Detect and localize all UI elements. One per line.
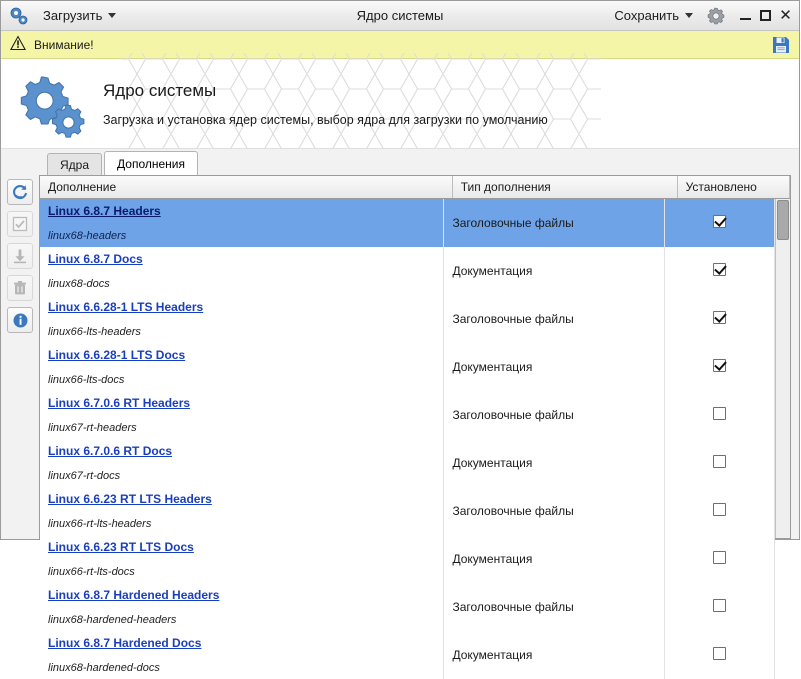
installed-cell[interactable] bbox=[664, 199, 774, 247]
installed-cell[interactable] bbox=[664, 439, 774, 487]
addon-type: Документация bbox=[444, 535, 664, 583]
chevron-down-icon bbox=[108, 13, 116, 18]
addon-id: linux68-docs bbox=[48, 278, 110, 290]
delete-icon[interactable] bbox=[7, 275, 33, 301]
addon-id: linux66-rt-lts-headers bbox=[48, 518, 152, 530]
addon-id: linux68-headers bbox=[48, 230, 127, 242]
installed-cell[interactable] bbox=[664, 391, 774, 439]
addon-id: linux68-hardened-headers bbox=[48, 614, 177, 626]
addon-id: linux67-rt-docs bbox=[48, 470, 121, 482]
table-row[interactable] bbox=[40, 487, 775, 511]
select-all-icon[interactable] bbox=[7, 211, 33, 237]
info-icon[interactable] bbox=[7, 307, 33, 333]
addon-name[interactable]: Linux 6.7.0.6 RT Headers bbox=[48, 396, 191, 410]
installed-checkbox[interactable] bbox=[713, 311, 726, 324]
installed-checkbox[interactable] bbox=[713, 407, 726, 420]
addon-type: Документация bbox=[444, 439, 664, 487]
warning-text: Внимание! bbox=[34, 37, 94, 52]
floppy-disk-icon[interactable] bbox=[771, 35, 791, 55]
table-row[interactable] bbox=[40, 583, 775, 607]
table-row[interactable] bbox=[40, 631, 775, 655]
table-row[interactable] bbox=[40, 295, 775, 319]
addon-name[interactable]: Linux 6.8.7 Hardened Headers bbox=[48, 588, 220, 602]
addon-type: Заголовочные файлы bbox=[444, 295, 664, 343]
save-menu-button[interactable] bbox=[606, 4, 701, 27]
addon-name[interactable]: Linux 6.6.28-1 LTS Docs bbox=[48, 348, 186, 362]
header-banner bbox=[1, 59, 799, 149]
addon-name[interactable]: Linux 6.8.7 Headers bbox=[48, 204, 161, 218]
addon-type: Документация bbox=[444, 631, 664, 679]
title-bar bbox=[1, 1, 799, 31]
addon-id: linux66-lts-docs bbox=[48, 374, 125, 386]
addon-type: Заголовочные файлы bbox=[444, 391, 664, 439]
addon-name[interactable]: Linux 6.6.23 RT LTS Headers bbox=[48, 492, 212, 506]
table-body[interactable] bbox=[40, 199, 775, 674]
installed-cell[interactable] bbox=[664, 487, 774, 535]
download-icon[interactable] bbox=[7, 243, 33, 269]
addon-id: linux66-lts-headers bbox=[48, 326, 141, 338]
installed-checkbox[interactable] bbox=[713, 215, 726, 228]
addon-name[interactable]: Linux 6.6.23 RT LTS Docs bbox=[48, 540, 194, 554]
installed-checkbox[interactable] bbox=[713, 263, 726, 276]
gears-icon bbox=[17, 69, 87, 139]
installed-checkbox[interactable] bbox=[713, 599, 726, 612]
warning-triangle-icon bbox=[9, 34, 27, 55]
page-subtitle: Загрузка и установка ядер системы, выбор ядра для загрузки по умолчанию bbox=[103, 112, 548, 127]
tab-kernels[interactable]: Ядра bbox=[47, 153, 102, 175]
tab-bar bbox=[1, 149, 799, 175]
installed-cell[interactable] bbox=[664, 295, 774, 343]
installed-cell[interactable] bbox=[664, 583, 774, 631]
scrollbar-thumb[interactable] bbox=[777, 200, 789, 240]
addon-name[interactable]: Linux 6.8.7 Docs bbox=[48, 252, 143, 266]
installed-cell[interactable] bbox=[664, 535, 774, 583]
installed-checkbox[interactable] bbox=[713, 503, 726, 516]
table-row[interactable] bbox=[40, 439, 775, 463]
installed-cell[interactable] bbox=[664, 247, 774, 295]
table-row[interactable] bbox=[40, 391, 775, 415]
addon-id: linux66-rt-lts-docs bbox=[48, 566, 135, 578]
installed-cell[interactable] bbox=[664, 343, 774, 391]
load-menu-label: Загрузить bbox=[43, 8, 103, 23]
installed-checkbox[interactable] bbox=[713, 647, 726, 660]
table-header bbox=[40, 176, 790, 199]
minimize-button[interactable] bbox=[739, 9, 752, 22]
column-header-type[interactable]: Тип дополнения bbox=[452, 176, 677, 199]
table-row[interactable] bbox=[40, 199, 775, 223]
app-gears-icon bbox=[7, 4, 31, 28]
vertical-scrollbar[interactable] bbox=[775, 199, 790, 538]
addon-id: linux68-hardened-docs bbox=[48, 662, 160, 674]
addon-type: Заголовочные файлы bbox=[444, 199, 664, 247]
addon-type: Заголовочные файлы bbox=[444, 583, 664, 631]
addon-name[interactable]: Linux 6.7.0.6 RT Docs bbox=[48, 444, 173, 458]
installed-cell[interactable] bbox=[664, 631, 774, 679]
window-controls bbox=[739, 9, 792, 22]
close-button[interactable]: ✕ bbox=[779, 7, 792, 24]
addon-id: linux67-rt-headers bbox=[48, 422, 137, 434]
gear-icon[interactable] bbox=[705, 5, 727, 27]
addon-name[interactable]: Linux 6.8.7 Hardened Docs bbox=[48, 636, 202, 650]
load-menu-button[interactable] bbox=[35, 4, 124, 27]
installed-checkbox[interactable] bbox=[713, 455, 726, 468]
tab-addons[interactable]: Дополнения bbox=[104, 151, 198, 175]
addons-table bbox=[39, 175, 791, 674]
table-row[interactable] bbox=[40, 343, 775, 367]
installed-checkbox[interactable] bbox=[713, 551, 726, 564]
save-menu-label: Сохранить bbox=[614, 8, 679, 23]
refresh-icon[interactable] bbox=[7, 179, 33, 205]
table-row[interactable] bbox=[40, 535, 775, 559]
addon-type: Документация bbox=[444, 247, 664, 295]
chevron-down-icon bbox=[685, 13, 693, 18]
content-area bbox=[1, 175, 799, 674]
addon-type: Заголовочные файлы bbox=[444, 487, 664, 535]
page-title: Ядро системы bbox=[103, 80, 217, 100]
column-header-installed[interactable]: Установлено bbox=[677, 176, 789, 199]
addon-type: Документация bbox=[444, 343, 664, 391]
column-header-addon[interactable]: Дополнение bbox=[40, 176, 452, 199]
maximize-button[interactable] bbox=[759, 9, 772, 22]
table-row[interactable] bbox=[40, 247, 775, 271]
installed-checkbox[interactable] bbox=[713, 359, 726, 372]
window-title: Ядро системы bbox=[356, 8, 444, 23]
side-toolbar bbox=[1, 175, 39, 539]
addon-name[interactable]: Linux 6.6.28-1 LTS Headers bbox=[48, 300, 204, 314]
